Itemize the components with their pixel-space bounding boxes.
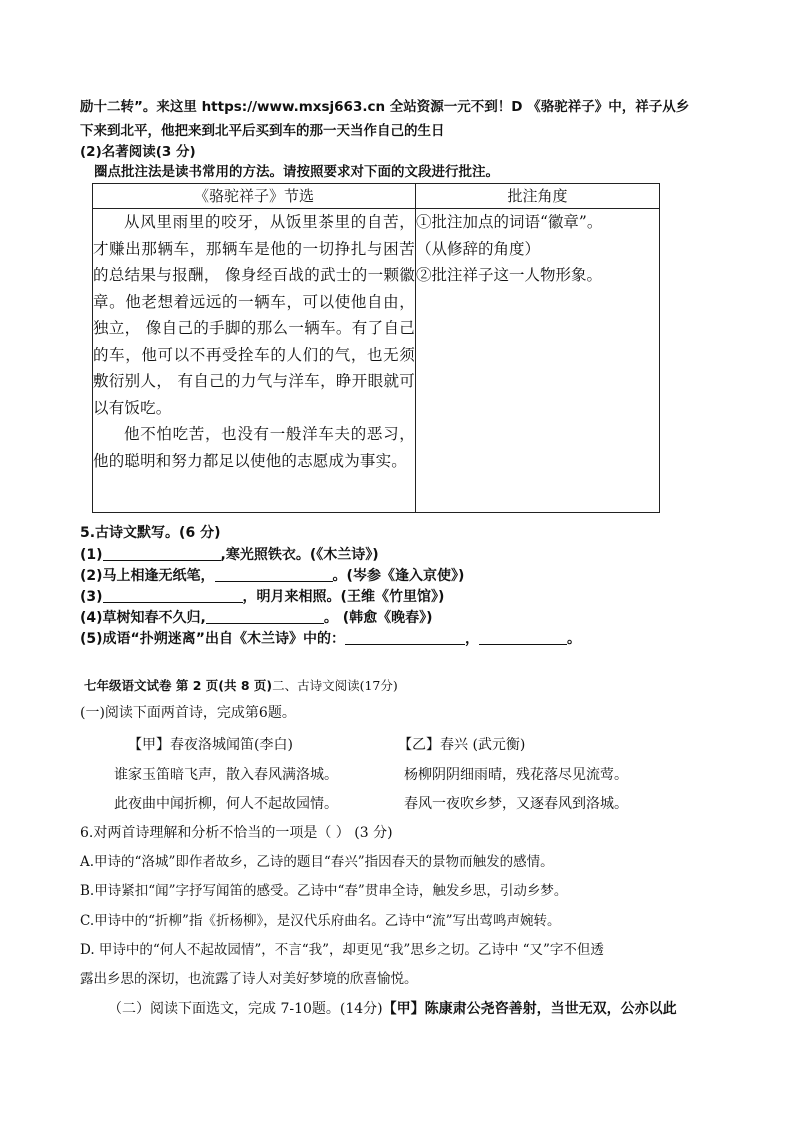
annotation-2: ②批注祥子这一人物形象。 [416, 266, 603, 284]
question-6-option-d-line-1: D. 甲诗中的“何人不起故园情”，不言“我”，却更见“我”思乡之切。乙诗中 “又”字不但透 [80, 942, 604, 958]
question-6-option-a: A.甲诗的“洛城”即作者故乡，乙诗的题目“春兴”指因春天的景物而触发的感情。 [80, 854, 554, 870]
question-5-item-4: (4)草树知春不久归, 。 (韩愈《晚春》) [80, 610, 433, 626]
annotation-cell [416, 209, 660, 513]
answer-blank[interactable] [103, 546, 221, 561]
question-6-option-d-line-2: 露出乡思的深切，也流露了诗人对美好梦境的欣喜愉悦。 [80, 971, 418, 987]
question-5-item-2: (2)马上相逢无纸笔， 。(岑参《逢入京使》) [80, 568, 465, 584]
poem-yi-title: 【乙】春兴 (武元衡) [398, 737, 526, 753]
excerpt-cell [93, 209, 416, 513]
question-6-option-c: C.甲诗中的“折柳”指《折杨柳》，是汉代乐府曲名。乙诗中“流”写出莺鸣声婉转。 [80, 913, 561, 929]
question-2-title: (2)名著阅读(3 分) [80, 144, 196, 160]
text-line-2: 下来到北平，他把来到北平后买到车的那一天当作自己的生日 [80, 123, 445, 139]
question-6-option-b: B.甲诗紧扣“闻”字抒写闻笛的感受。乙诗中“春”贯串全诗，触发乡思，引动乡梦。 [80, 883, 568, 899]
table-header-excerpt: 《骆驼祥子》节选 [93, 184, 416, 209]
poem-yi-line-1: 杨柳阴阴细雨晴，残花落尽见流莺。 [404, 767, 628, 783]
reading-section-2-intro: （二）阅读下面选文，完成 7-10题。(14分)【甲】陈康肃公尧咨善射，当世无双，公亦以此 [108, 1001, 677, 1017]
page-info: 七年级语文试卷 第 2 页(共 8 页) [84, 678, 273, 693]
text-line-1: 励十二转”。来这里 https://www.mxsj663.cn 全站资源一元不到！D 《骆驼祥子》中，祥子从乡 [80, 99, 690, 115]
answer-blank[interactable] [345, 630, 465, 645]
question-6-stem: 6.对两首诗理解和分析不恰当的一项是（ ） (3 分) [80, 825, 393, 841]
annotation-1: ①批注加点的词语“徽章”。 [416, 213, 603, 231]
answer-blank[interactable] [479, 630, 567, 645]
poem-yi-line-2: 春风一夜吹乡梦，又逐春风到洛城。 [404, 796, 628, 812]
answer-blank[interactable] [206, 609, 324, 624]
answer-blank[interactable] [215, 567, 333, 582]
page-footer [84, 676, 398, 694]
question-5-item-3: (3) ，明月来相照。(王维《竹里馆》) [80, 589, 445, 605]
annotation-table [92, 183, 660, 513]
excerpt-paragraph-2: 他不怕吃苦，也没有一般洋车夫的恶习， 他的聪明和努力都足以使他的志愿成为事实。 [93, 425, 415, 470]
excerpt-paragraph-1: 从风里雨里的咬牙，从饭里茶里的自苦，才赚出那辆车，那辆车是他的一切挣扎与困苦的总结果与报酬， 像身经百战的武士的一颗徽章。他老想着远远的一辆车，可以使他自由， 独立， 像自己的手脚的那么一辆车。有了自己的车，他可以不再受拴车的人们的气，也无须敷衍别人， 有自己的力气与洋车，睁开眼就可以有饭吃。 [93, 213, 415, 417]
question-5-item-5: (5)成语“扑朔迷离”出自《木兰诗》中的： ， 。 [80, 631, 581, 647]
poem-jia-title: 【甲】春夜洛城闻笛(李白) [128, 737, 293, 753]
question-2-instruction: 圈点批注法是读书常用的方法。请按照要求对下面的文段进行批注。 [94, 164, 499, 180]
poems-intro: (一)阅读下面两首诗，完成第6题。 [80, 705, 296, 721]
poem-jia-line-1: 谁家玉笛暗飞声，散入春风满洛城。 [114, 767, 338, 783]
answer-blank[interactable] [103, 588, 243, 603]
table-header-annotation: 批注角度 [416, 184, 660, 209]
annotation-1-note: （从修辞的角度） [416, 239, 541, 258]
question-5-item-1: (1) ,寒光照铁衣。(《木兰诗》) [80, 547, 379, 563]
section-2-title: 二、古诗文阅读(17分) [272, 678, 398, 693]
question-5-title: 5.古诗文默写。(6 分) [80, 525, 221, 541]
poem-jia-line-2: 此夜曲中闻折柳，何人不起故园情。 [114, 796, 338, 812]
